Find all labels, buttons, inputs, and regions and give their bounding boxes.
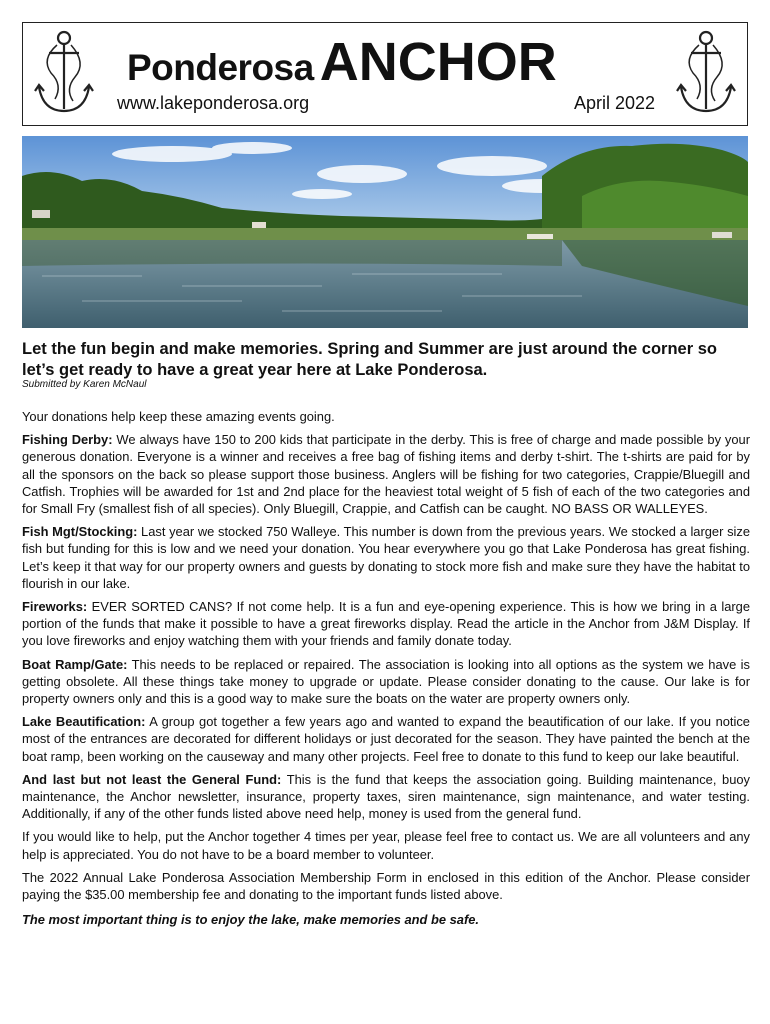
help-paragraph: If you would like to help, put the Anchor together 4 times per year, please feel free to contact us. We are all volunteers and any help is appreciated. You do not have to be a board member to volunteer. — [22, 829, 750, 862]
section-label: Fishing Derby: — [22, 432, 113, 448]
masthead — [22, 22, 748, 126]
article-byline: Submitted by Karen McNaul — [22, 379, 147, 390]
section-text: We always have 150 to 200 kids that participate in the derby. This is free of charge and made possible by your generous donation. Everyone is a winner and receives a free bag of fishing items and derby t-shirt. The t-shirts are paid for by all the sponsors on the back so please support those business. Anglers will be fishing for two categories, Crappie/Bluegill and Catfish. Trophies will be awarded for 1st and 2nd place for the heaviest total weight of 5 fish of each of the two categories and for Small Fry (smallest fish of all species). Only Bluegill, Crappie, and Catfish can be caught. NO BASS OR WALLEYES. — [22, 432, 750, 517]
title-ponderosa: Ponderosa — [127, 47, 314, 88]
section-label: Boat Ramp/Gate: — [22, 656, 128, 672]
section-text: Last year we stocked 750 Walleye. This number is down from the previous years. We stocked a larger size fish but funding for this is low and we need your donation. You hear everywhere you go that Lake Ponderosa has great fishing. Let’s keep it that way for our property owners and guests by donating to stock more fish and make sure they have the habitat to flourish in our lake. — [22, 524, 750, 591]
section-text: This needs to be replaced or repaired. The association is looking into all options as the system we have is getting obsolete. All these things take money to upgrade or update. Please consider donating to the cause. Our lake is for property owners only and this is a good way to make sure the boats on the water are property owners only. — [22, 656, 750, 707]
section-label: Lake Beautification: — [22, 714, 146, 730]
lake-beautification-paragraph — [22, 713, 750, 765]
anchor-icon — [675, 29, 737, 121]
section-label: Fish Mgt/Stocking: — [22, 524, 138, 540]
section-text: A group got together a few years ago and wanted to expand the beautification of our lake. If you notice most of the entrances are decorated for different holidays or just decorated for the season. They have painted the bench at the boat ramp, been working on the causeway and many other projects. Feel free to donate to this fund to keep our lake beautiful. — [22, 714, 750, 764]
section-text: This is the fund that keeps the association going. Building maintenance, buoy maintenance, the Anchor newsletter, insurance, property taxes, siren maintenance, sign maintenance, and water testing. Additionally, if any of the other funds listed above need help, money is used from the general fund. — [22, 771, 751, 822]
section-label: Fireworks: — [22, 599, 88, 615]
fireworks-paragraph — [22, 598, 750, 650]
fish-stocking-paragraph — [22, 523, 750, 592]
website-url: www.lakeponderosa.org — [117, 93, 310, 113]
article-headline: Let the fun begin and make memories. Spring and Summer are just around the corner so let’s get ready to have a great year here at Lake Ponderosa. — [22, 340, 717, 379]
article-body — [22, 408, 750, 934]
issue-date: April 2022 — [573, 93, 655, 113]
section-label: And last but not least the General Fund: — [22, 771, 282, 787]
boat-ramp-paragraph — [22, 656, 750, 708]
intro-paragraph: Your donations help keep these amazing events going. — [22, 409, 335, 424]
title-anchor: ANCHOR — [319, 32, 557, 92]
anchor-icon — [33, 29, 95, 121]
section-text: EVER SORTED CANS? If not come help. It is a fun and eye-opening experience. This is how we bring in a large portion of the funds that make it possible to have a great fireworks display. Read the article in the Anchor from J&M Display. If you love fireworks and enjoy watching them with your friends and family donate today. — [22, 599, 750, 649]
membership-paragraph: The 2022 Annual Lake Ponderosa Association Membership Form in enclosed in this edition of the Anchor. Please consider paying the $35.00 membership fee and donating to the important funds listed above. — [22, 869, 750, 903]
newsletter-title — [127, 31, 647, 93]
general-fund-paragraph — [22, 771, 750, 823]
closing-statement: The most important thing is to enjoy the lake, make memories and be safe. — [22, 912, 480, 928]
fishing-derby-paragraph — [22, 431, 750, 517]
lake-photo — [22, 136, 748, 328]
